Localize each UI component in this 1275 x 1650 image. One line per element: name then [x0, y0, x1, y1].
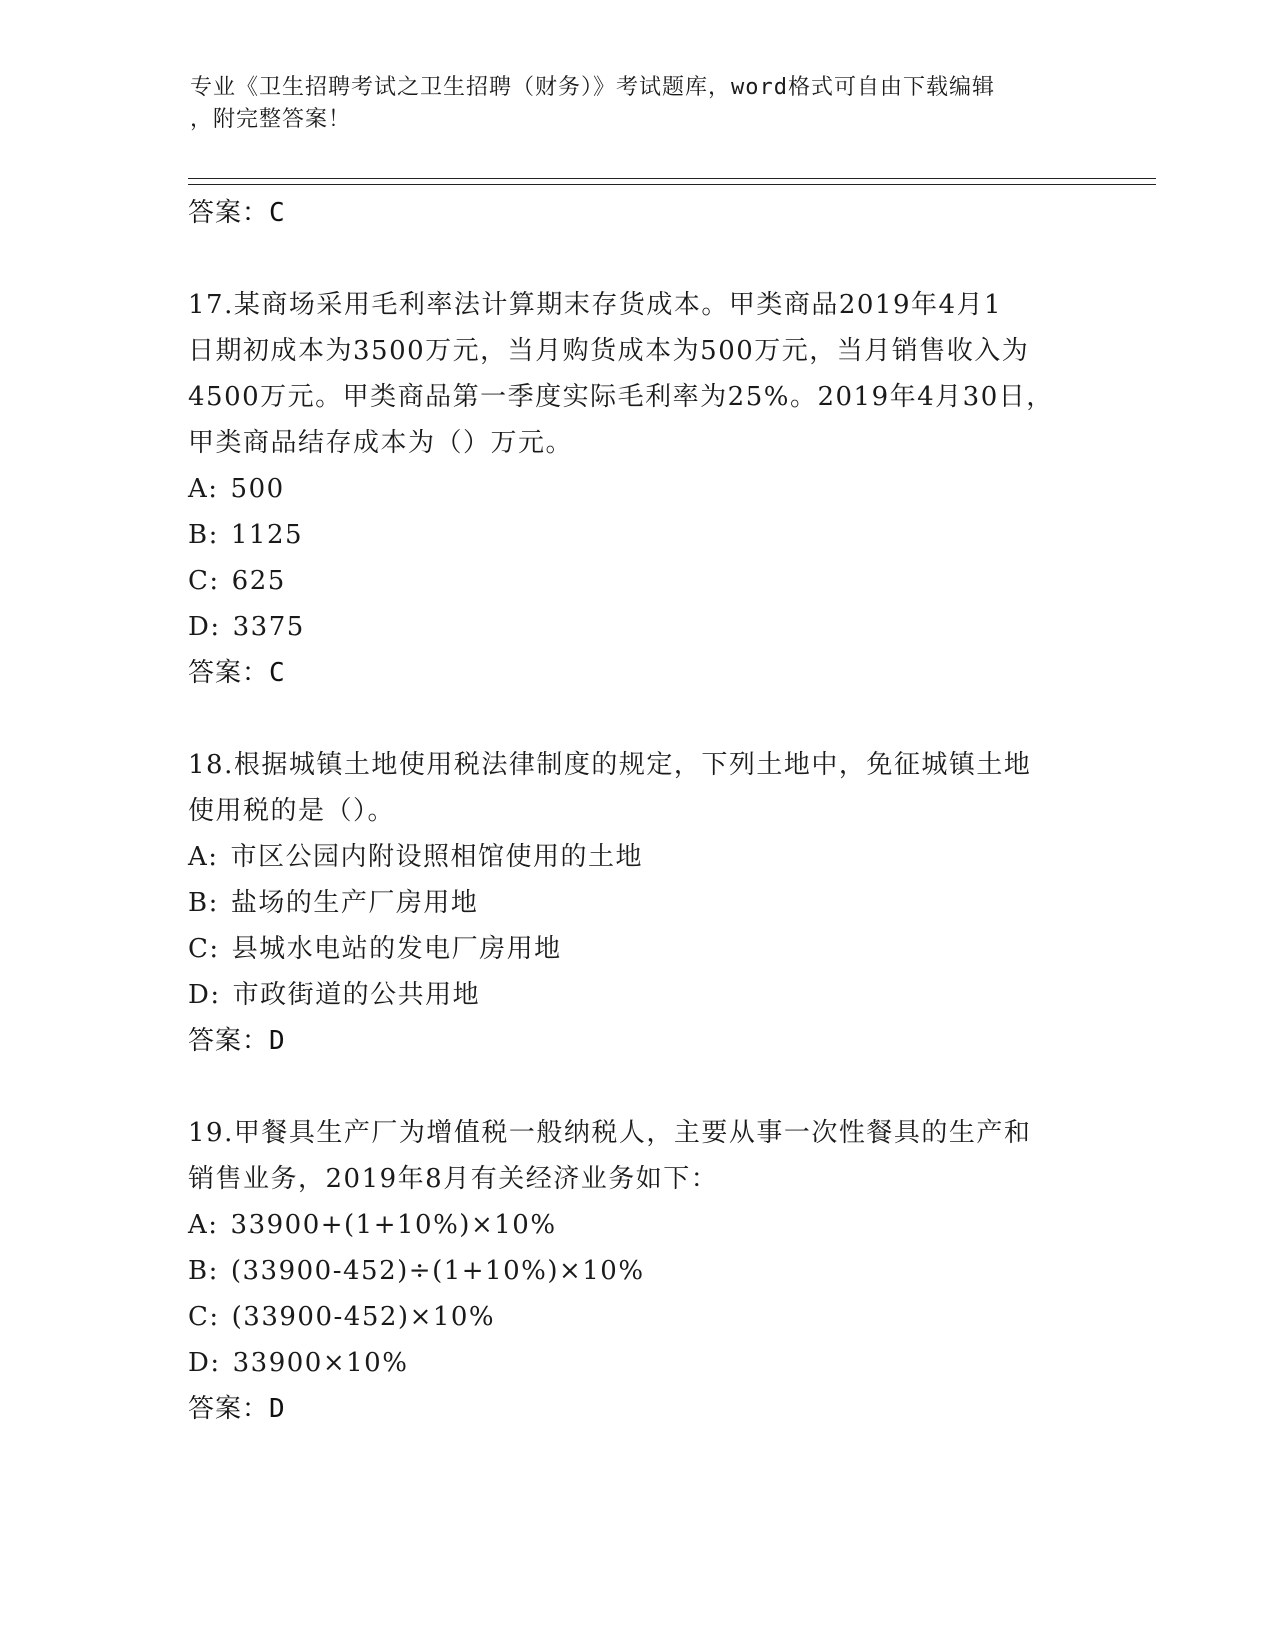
- question-text: [188, 1110, 1078, 1202]
- option-text: 市政街道的公共用地: [232, 980, 481, 1010]
- option-text: (33900-452)÷(1+10%)×10%: [230, 1256, 645, 1286]
- option-letter: B:: [188, 888, 219, 918]
- question-19: [188, 1110, 1078, 1432]
- option-letter: C:: [188, 934, 220, 964]
- option-c: [188, 926, 1078, 972]
- answer-line: 答案：D: [188, 1026, 286, 1056]
- option-text: 33900×10%: [232, 1348, 409, 1378]
- option-a: [188, 1202, 1078, 1248]
- option-text: 盐场的生产厂房用地: [230, 888, 479, 918]
- option-a: [188, 834, 1078, 880]
- question-line: 使用税的是（）。: [188, 796, 396, 826]
- previous-answer: 答案：C: [188, 198, 286, 228]
- document-header: [190, 72, 1090, 136]
- option-c: [188, 1294, 1078, 1340]
- option-letter: C:: [188, 566, 220, 596]
- option-text: 市区公园内附设照相馆使用的土地: [230, 842, 644, 872]
- question-line: 日期初成本为3500万元，当月购货成本为500万元，当月销售收入为: [188, 336, 1030, 366]
- option-letter: A:: [188, 474, 219, 504]
- option-letter: B:: [188, 1256, 219, 1286]
- option-text: 33900+(1+10%)×10%: [230, 1210, 557, 1240]
- question-list: [188, 190, 1078, 1432]
- option-letter: D:: [188, 980, 221, 1010]
- question-line: 销售业务，2019年8月有关经济业务如下：: [188, 1164, 719, 1194]
- option-c: [188, 558, 1078, 604]
- option-text: 3375: [232, 612, 305, 642]
- question-line: 甲类商品结存成本为（）万元。: [188, 428, 574, 458]
- option-text: 县城水电站的发电厂房用地: [231, 934, 562, 964]
- option-d: [188, 1340, 1078, 1386]
- option-d: [188, 972, 1078, 1018]
- option-a: [188, 466, 1078, 512]
- option-letter: D:: [188, 1348, 221, 1378]
- option-text: 625: [231, 566, 286, 596]
- question-17: [188, 282, 1078, 696]
- question-text: [188, 742, 1078, 834]
- option-text: 1125: [230, 520, 304, 550]
- question-line: 17.某商场采用毛利率法计算期末存货成本。甲类商品2019年4月1: [188, 290, 1003, 320]
- option-letter: D:: [188, 612, 221, 642]
- header-line-1: 专业《卫生招聘考试之卫生招聘（财务）》考试题库，word格式可自由下载编辑: [190, 75, 995, 100]
- question-line: 19.甲餐具生产厂为增值税一般纳税人，主要从事一次性餐具的生产和: [188, 1118, 1032, 1148]
- answer-line: 答案：C: [188, 658, 286, 688]
- option-b: [188, 880, 1078, 926]
- option-text: (33900-452)×10%: [231, 1302, 496, 1332]
- option-letter: A:: [188, 1210, 219, 1240]
- option-text: 500: [230, 474, 285, 504]
- answer-line: 答案：D: [188, 1394, 286, 1424]
- option-letter: C:: [188, 1302, 220, 1332]
- header-line-2: ，附完整答案！: [190, 107, 352, 132]
- option-b: [188, 512, 1078, 558]
- option-letter: A:: [188, 842, 219, 872]
- option-d: [188, 604, 1078, 650]
- question-text: [188, 282, 1078, 466]
- header-divider-bottom: [188, 184, 1156, 185]
- question-line: 18.根据城镇土地使用税法律制度的规定，下列土地中，免征城镇土地: [188, 750, 1032, 780]
- option-b: [188, 1248, 1078, 1294]
- header-divider-top: [188, 178, 1156, 179]
- question-18: [188, 742, 1078, 1064]
- question-line: 4500万元。甲类商品第一季度实际毛利率为25%。2019年4月30日，: [188, 382, 1054, 412]
- option-letter: B:: [188, 520, 219, 550]
